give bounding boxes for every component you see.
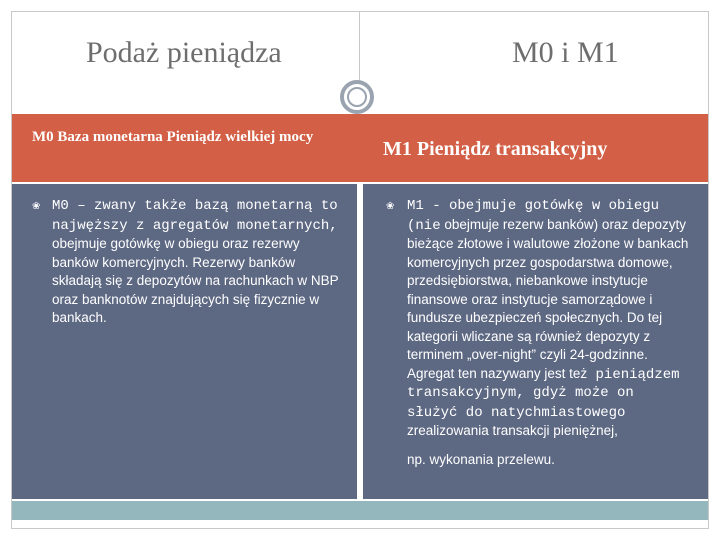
right-body-part5: np. wykonania przelewu. xyxy=(407,451,555,467)
left-body-text xyxy=(52,197,340,328)
right-body-part1: M1 - obejmuje gotówkę w obiegu (nie xyxy=(407,198,660,234)
left-body-part2: obejmuje gotówkę w obiegu oraz rezerwy banków komercyjnych. xyxy=(52,236,300,270)
bullet-icon: ❀ xyxy=(32,201,41,212)
right-body-part4: zrealizowania transakcji pieniężnej, xyxy=(407,423,618,438)
left-heading: M0 Baza monetarna Pieniądz wielkiej mocy xyxy=(32,129,314,145)
right-title: M0 i M1 xyxy=(512,36,619,69)
left-title: Podaż pieniądza xyxy=(86,36,282,69)
left-body-part3: Rezerwy banków składają się z depozytów na rachunkach w NBP oraz banknotów znajdujących się fizycznie w bankach. xyxy=(52,254,339,325)
right-body-part3: pieniądzem transakcyjnym, gdyż może on służyć do natychmiastowego xyxy=(407,366,680,421)
bullet-icon: ❀ xyxy=(386,201,395,212)
ring-ornament-icon xyxy=(340,80,374,114)
footer-bar xyxy=(12,501,708,520)
right-body-part2: obejmuje rezerw banków) oraz depozyty bieżące złotowe i walutowe złożone w bankach komercyjnych przez gospodarstwa domowe, przedsiębiorstwa, niebankowe instytucje finansowe oraz instytucje samorządowe i fundusze ubezpieczeń społecznych. Do tej kategorii wliczane są również depozyty z terminem „over-night” czyli 24-godzinne. Agregat ten nazywany jest też xyxy=(407,216,689,381)
right-heading: M1 Pieniądz transakcyjny xyxy=(383,138,608,160)
right-body-text xyxy=(407,197,692,469)
left-body-part1: M0 – zwany także bazą monetarną to najwęższy z agregatów monetarnych, xyxy=(52,198,338,234)
